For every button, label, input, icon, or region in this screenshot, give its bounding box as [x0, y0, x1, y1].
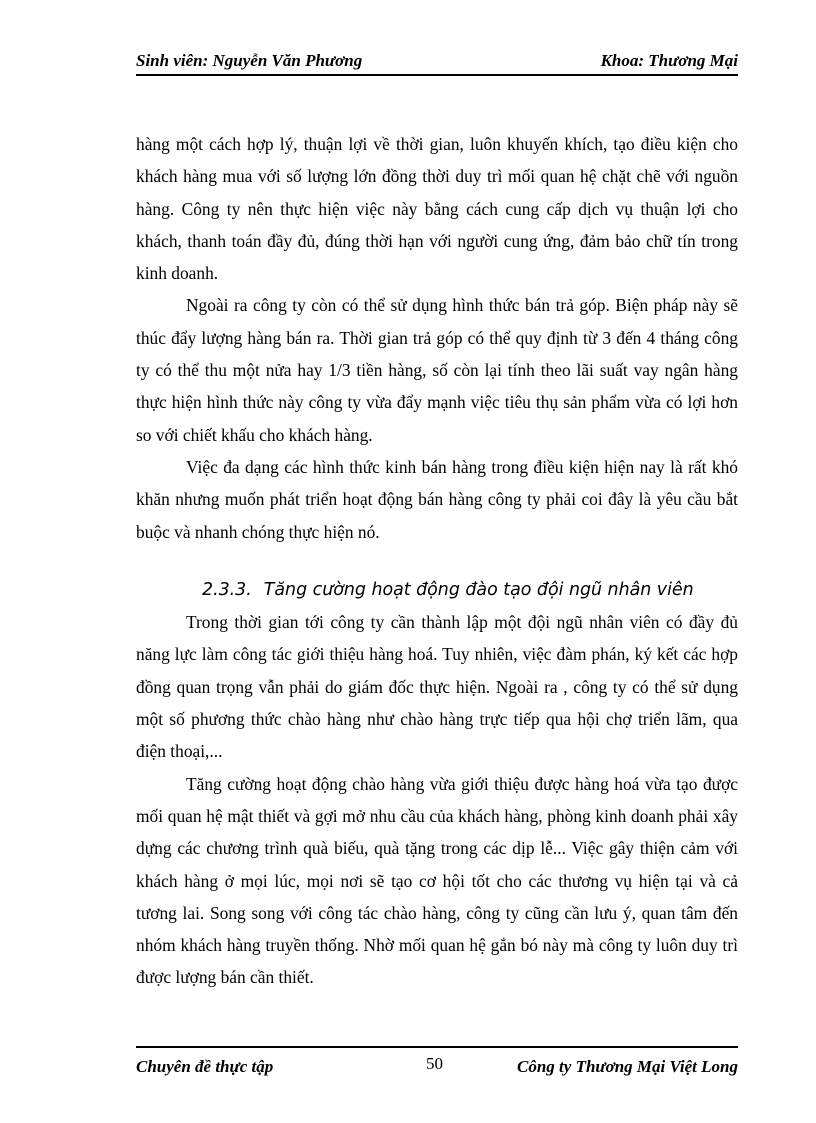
paragraph-continuation: hàng một cách hợp lý, thuận lợi về thời gian, luôn khuyến khích, tạo điều kiện cho khách hàng mua với số lượng lớn đồng thời duy trì mối quan hệ chặt chẽ với nguồn hàng. Công ty nên thực hiện việc này bằng cách cung cấp dịch vụ thuận lợi cho khách, thanh toán đầy đủ, đúng thời hạn với người cung ứng, đảm bảo chữ tín trong kinh doanh. [136, 134, 738, 284]
page-number: 50 [426, 1054, 443, 1073]
header-faculty: Khoa: Thương Mại [600, 51, 738, 70]
paragraph-promotion: Tăng cường hoạt động chào hàng vừa giới thiệu được hàng hoá vừa tạo được mối quan hệ mật thiết và gợi mở nhu cầu của khách hàng, phòng kinh doanh phải xây dựng các chương trình quà biếu, quà tặng trong các dịp lễ... Việc gây thiện cảm với khách hàng ở mọi lúc, mọi nơi sẽ tạo cơ hội tốt cho các thương vụ hiện tại và cả tương lai. Song song với công tác chào hàng, công ty cũng cần lưu ý, quan tâm đến nhóm khách hàng truyền thống. Nhờ mối quan hệ gắn bó này mà công ty luôn duy trì được lượng bán cần thiết. [136, 773, 738, 988]
paragraph-staff: Trong thời gian tới công ty cần thành lập một đội ngũ nhân viên có đầy đủ năng lực làm công tác giới thiệu hàng hoá. Tuy nhiên, việc đàm phán, ký kết các hợp đồng quan trọng vẫn phải do giám đốc thực hiện. Ngoài ra , công ty có thể sử dụng một số phương thức chào hàng như chào hàng trực tiếp qua hội chợ triển lãm, qua điện thoại,... [136, 612, 738, 762]
footer-company: Công ty Thương Mại Việt Long [517, 1057, 738, 1076]
section-number: 2.3.3. [202, 579, 252, 600]
section-heading [136, 574, 738, 606]
footer-report-type: Chuyên đề thực tập [136, 1057, 274, 1076]
document-body [136, 128, 738, 994]
paragraph-installment: Ngoài ra công ty còn có thể sử dụng hình thức bán trả góp. Biện pháp này sẽ thúc đẩy lượng hàng bán ra. Thời gian trả góp có thể quy định từ 3 đến 4 tháng công ty có thể thu một nửa hay 1/3 tiền hàng, số còn lại tính theo lãi suất vay ngân hàng thực hiện hình thức này công ty vừa đẩy mạnh việc tiêu thụ sản phẩm vừa có lợi hơn so với chiết khấu cho khách hàng. [136, 295, 738, 445]
section-title: Tăng cường hoạt động đào tạo đội ngũ nhân viên [263, 579, 694, 600]
page-footer [136, 1046, 738, 1078]
header-student-name: Sinh viên: Nguyễn Văn Phương [136, 51, 363, 70]
page-header [136, 50, 738, 76]
section-gap [136, 548, 738, 574]
paragraph-diversification: Việc đa dạng các hình thức kinh bán hàng trong điều kiện hiện nay là rất khó khăn nhưng muốn phát triển hoạt động bán hàng công ty phải coi đây là yêu cầu bắt buộc và nhanh chóng thực hiện nó. [136, 456, 738, 542]
